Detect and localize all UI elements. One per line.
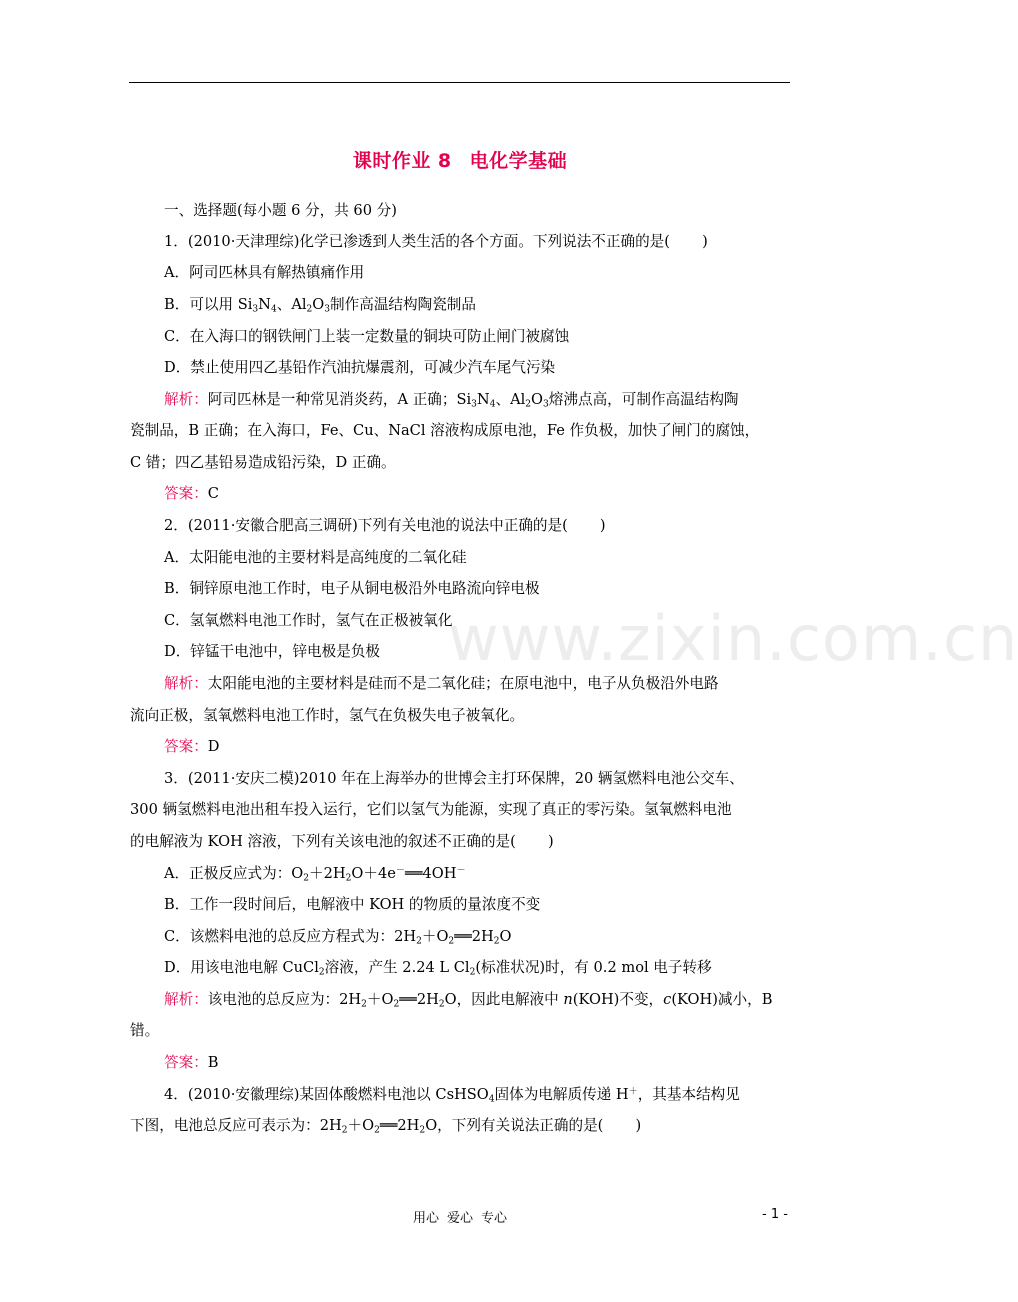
q1-option-d: D．禁止使用四乙基铅作汽油抗爆震剂，可减少汽车尾气污染: [164, 359, 556, 376]
q3-analysis-line-1: 解析：该电池的总反应为：$2H_2+O_2══2H_2O$，因此电解液中 n(KOH)不变，c(KOH)减小，B: [164, 991, 773, 1010]
analysis-label: 解析：: [164, 991, 208, 1008]
q1-stem: 1．(2010·天津理综)化学已渗透到人类生活的各个方面。下列说法不正确的是( ): [164, 233, 708, 250]
header-rule: [129, 82, 790, 83]
q1-option-c: C．在入海口的钢铁闸门上装一定数量的铜块可防止闸门被腐蚀: [164, 328, 570, 345]
answer-label: 答案：: [164, 1054, 208, 1071]
q2-analysis-line-2: 流向正极，氢氧燃料电池工作时，氢气在负极失电子被氧化。: [130, 707, 525, 724]
footer-motto: 用心 爱心 专心: [412, 1211, 508, 1226]
answer-label: 答案：: [164, 738, 208, 755]
q2-analysis-line-1: 解析：太阳能电池的主要材料是硅而不是二氧化硅；在原电池中，电子从负极沿外电路: [164, 675, 719, 692]
q3-option-a: A．正极反应式为：$O_2+2H_2O+4e^-══4OH^-$: [164, 865, 466, 884]
q3-option-c: C．该燃料电池的总反应方程式为：$2H_2+O_2══2H_2O$: [164, 928, 512, 947]
q3-option-d: D．用该电池电解 CuCl$_2$溶液，产生 2.24 L $Cl_2$(标准状况)时，有 0.2 mol 电子转移: [164, 959, 712, 978]
q3-answer: 答案：B: [164, 1054, 219, 1071]
q1-analysis-line-1: 解析：阿司匹林是一种常见消炎药，A 正确；$Si_3N_4$、$Al_2O_3$熔沸点高，可制作高温结构陶: [164, 391, 739, 410]
section-heading: 一、选择题(每小题 6 分，共 60 分): [164, 202, 397, 219]
page-title: [0, 146, 920, 173]
q1-analysis-line-2: 瓷制品，B 正确；在入海口，Fe、Cu、NaCl 溶液构成原电池，Fe 作负极，加快了闸门的腐蚀，: [130, 422, 760, 439]
q2-answer: 答案：D: [164, 738, 220, 755]
q4-stem-line-2: 下图，电池总反应可表示为：$2H_2+O_2══2H_2O$，下列有关说法正确的是( ): [130, 1117, 642, 1136]
analysis-label: 解析：: [164, 391, 208, 408]
q2-stem: 2．(2011·安徽合肥高三调研)下列有关电池的说法中正确的是( ): [164, 517, 606, 534]
q1-option-a: A．阿司匹林具有解热镇痛作用: [164, 264, 365, 281]
q3-stem-line-3: 的电解液为 KOH 溶液，下列有关该电池的叙述不正确的是( ): [130, 833, 554, 850]
analysis-label: 解析：: [164, 675, 208, 692]
q3-analysis-line-2: 错。: [130, 1022, 160, 1039]
q1-answer: 答案：C: [164, 485, 219, 502]
watermark: www.zixin.com.cn: [448, 602, 1018, 675]
q3-option-b: B．工作一段时间后，电解液中 KOH 的物质的量浓度不变: [164, 896, 541, 913]
answer-label: 答案：: [164, 485, 208, 502]
q1-analysis-line-3: C 错；四乙基铅易造成铅污染，D 正确。: [130, 454, 396, 471]
q3-stem-line-1: 3．(2011·安庆二模)2010 年在上海举办的世博会主打环保牌，20 辆氢燃料电池公交车、: [164, 770, 744, 787]
page-number: - 1 -: [762, 1207, 788, 1222]
q2-option-a: A．太阳能电池的主要材料是高纯度的二氧化硅: [164, 549, 467, 566]
q2-option-d: D．锌锰干电池中，锌电极是负极: [164, 643, 381, 660]
title-main: 课时作业 8: [352, 150, 452, 172]
q3-stem-line-2: 300 辆氢燃料电池出租车投入运行，它们以氢气为能源，实现了真正的零污染。氢氧燃料电池: [130, 801, 732, 818]
title-sub: 电化学基础: [469, 150, 568, 172]
q4-stem-line-1: 4．(2010·安徽理综)某固体酸燃料电池以 CsHSO$_4$固体为电解质传递 H＋，其基本结构见: [164, 1086, 740, 1105]
q2-option-c: C．氢氧燃料电池工作时，氢气在正极被氧化: [164, 612, 453, 629]
q1-option-b: B．可以用 $Si_3N_4$、$Al_2O_3$制作高温结构陶瓷制品: [164, 296, 476, 315]
q2-option-b: B．铜锌原电池工作时，电子从铜电极沿外电路流向锌电极: [164, 580, 540, 597]
